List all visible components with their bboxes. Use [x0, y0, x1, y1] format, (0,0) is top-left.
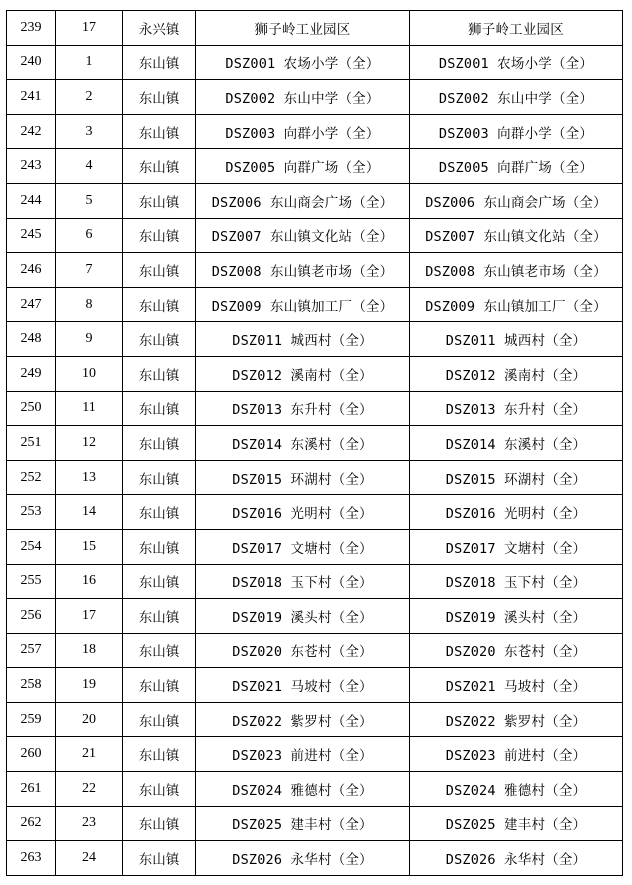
table-row	[7, 218, 623, 253]
cell-town: 东山镇	[123, 114, 196, 149]
cell-seq: 262	[7, 806, 56, 841]
cell-sub-index: 12	[56, 426, 123, 461]
cell-town: 东山镇	[123, 149, 196, 184]
table-row	[7, 11, 623, 46]
cell-area-detail: DSZ011 城西村（全）	[410, 322, 623, 357]
cell-seq: 251	[7, 426, 56, 461]
cell-area-detail: DSZ009 东山镇加工厂（全）	[410, 287, 623, 322]
cell-seq: 255	[7, 564, 56, 599]
cell-area-detail: DSZ023 前进村（全）	[410, 737, 623, 772]
cell-area: DSZ017 文塘村（全）	[196, 529, 410, 564]
cell-area: 狮子岭工业园区	[196, 11, 410, 46]
cell-sub-index: 24	[56, 841, 123, 876]
cell-seq: 257	[7, 633, 56, 668]
cell-area: DSZ008 东山镇老市场（全）	[196, 253, 410, 288]
cell-area: DSZ020 东苍村（全）	[196, 633, 410, 668]
cell-seq: 240	[7, 45, 56, 80]
cell-town: 东山镇	[123, 253, 196, 288]
cell-sub-index: 4	[56, 149, 123, 184]
cell-sub-index: 6	[56, 218, 123, 253]
cell-area: DSZ014 东溪村（全）	[196, 426, 410, 461]
cell-area: DSZ007 东山镇文化站（全）	[196, 218, 410, 253]
cell-seq: 261	[7, 772, 56, 807]
cell-sub-index: 3	[56, 114, 123, 149]
cell-town: 东山镇	[123, 737, 196, 772]
table-row	[7, 702, 623, 737]
cell-seq: 244	[7, 183, 56, 218]
table-row	[7, 391, 623, 426]
table-row	[7, 287, 623, 322]
cell-seq: 246	[7, 253, 56, 288]
cell-seq: 256	[7, 599, 56, 634]
cell-area-detail: DSZ008 东山镇老市场（全）	[410, 253, 623, 288]
cell-area-detail: DSZ021 马坡村（全）	[410, 668, 623, 703]
cell-town: 东山镇	[123, 529, 196, 564]
cell-seq: 243	[7, 149, 56, 184]
cell-seq: 241	[7, 80, 56, 115]
table-row	[7, 460, 623, 495]
cell-town: 东山镇	[123, 495, 196, 530]
cell-town: 东山镇	[123, 841, 196, 876]
table-row	[7, 772, 623, 807]
cell-area-detail: DSZ015 环湖村（全）	[410, 460, 623, 495]
cell-town: 东山镇	[123, 772, 196, 807]
cell-area-detail: DSZ013 东升村（全）	[410, 391, 623, 426]
table-row	[7, 183, 623, 218]
cell-seq: 245	[7, 218, 56, 253]
cell-area-detail: DSZ025 建丰村（全）	[410, 806, 623, 841]
table-row	[7, 529, 623, 564]
cell-sub-index: 2	[56, 80, 123, 115]
cell-seq: 250	[7, 391, 56, 426]
cell-area: DSZ023 前进村（全）	[196, 737, 410, 772]
cell-town: 东山镇	[123, 45, 196, 80]
cell-seq: 248	[7, 322, 56, 357]
cell-sub-index: 18	[56, 633, 123, 668]
table-row	[7, 737, 623, 772]
cell-sub-index: 17	[56, 11, 123, 46]
cell-sub-index: 13	[56, 460, 123, 495]
table-row	[7, 114, 623, 149]
cell-area: DSZ024 雅德村（全）	[196, 772, 410, 807]
cell-sub-index: 1	[56, 45, 123, 80]
cell-town: 东山镇	[123, 806, 196, 841]
cell-area-detail: DSZ006 东山商会广场（全）	[410, 183, 623, 218]
table-row	[7, 495, 623, 530]
cell-sub-index: 15	[56, 529, 123, 564]
cell-town: 东山镇	[123, 356, 196, 391]
cell-sub-index: 17	[56, 599, 123, 634]
cell-area: DSZ021 马坡村（全）	[196, 668, 410, 703]
table-body	[7, 11, 623, 876]
cell-town: 东山镇	[123, 564, 196, 599]
cell-sub-index: 14	[56, 495, 123, 530]
cell-town: 东山镇	[123, 287, 196, 322]
cell-town: 东山镇	[123, 183, 196, 218]
cell-town: 东山镇	[123, 426, 196, 461]
cell-seq: 242	[7, 114, 56, 149]
table-row	[7, 149, 623, 184]
cell-seq: 254	[7, 529, 56, 564]
cell-area: DSZ002 东山中学（全）	[196, 80, 410, 115]
cell-area: DSZ016 光明村（全）	[196, 495, 410, 530]
cell-sub-index: 8	[56, 287, 123, 322]
cell-town: 东山镇	[123, 633, 196, 668]
cell-sub-index: 9	[56, 322, 123, 357]
cell-town: 东山镇	[123, 599, 196, 634]
cell-area-detail: DSZ017 文塘村（全）	[410, 529, 623, 564]
cell-town: 东山镇	[123, 322, 196, 357]
table-row	[7, 45, 623, 80]
cell-area: DSZ015 环湖村（全）	[196, 460, 410, 495]
cell-sub-index: 21	[56, 737, 123, 772]
cell-area: DSZ018 玉下村（全）	[196, 564, 410, 599]
cell-area-detail: DSZ016 光明村（全）	[410, 495, 623, 530]
cell-area-detail: 狮子岭工业园区	[410, 11, 623, 46]
cell-sub-index: 11	[56, 391, 123, 426]
cell-sub-index: 7	[56, 253, 123, 288]
cell-seq: 263	[7, 841, 56, 876]
cell-town: 东山镇	[123, 668, 196, 703]
cell-area-detail: DSZ012 溪南村（全）	[410, 356, 623, 391]
cell-area-detail: DSZ026 永华村（全）	[410, 841, 623, 876]
cell-area-detail: DSZ002 东山中学（全）	[410, 80, 623, 115]
cell-seq: 239	[7, 11, 56, 46]
data-table	[6, 10, 623, 876]
cell-sub-index: 10	[56, 356, 123, 391]
data-table-container	[6, 10, 622, 876]
table-row	[7, 426, 623, 461]
cell-area: DSZ026 永华村（全）	[196, 841, 410, 876]
table-row	[7, 633, 623, 668]
cell-sub-index: 20	[56, 702, 123, 737]
cell-sub-index: 23	[56, 806, 123, 841]
cell-area: DSZ011 城西村（全）	[196, 322, 410, 357]
cell-area-detail: DSZ007 东山镇文化站（全）	[410, 218, 623, 253]
table-row	[7, 841, 623, 876]
cell-sub-index: 19	[56, 668, 123, 703]
cell-seq: 252	[7, 460, 56, 495]
cell-area-detail: DSZ019 溪头村（全）	[410, 599, 623, 634]
cell-town: 东山镇	[123, 702, 196, 737]
cell-area-detail: DSZ024 雅德村（全）	[410, 772, 623, 807]
cell-town: 永兴镇	[123, 11, 196, 46]
cell-seq: 260	[7, 737, 56, 772]
cell-area-detail: DSZ018 玉下村（全）	[410, 564, 623, 599]
cell-area: DSZ009 东山镇加工厂（全）	[196, 287, 410, 322]
table-row	[7, 806, 623, 841]
cell-sub-index: 5	[56, 183, 123, 218]
cell-area: DSZ019 溪头村（全）	[196, 599, 410, 634]
cell-town: 东山镇	[123, 218, 196, 253]
cell-seq: 249	[7, 356, 56, 391]
cell-area: DSZ022 紫罗村（全）	[196, 702, 410, 737]
cell-seq: 258	[7, 668, 56, 703]
cell-seq: 259	[7, 702, 56, 737]
cell-town: 东山镇	[123, 80, 196, 115]
table-row	[7, 599, 623, 634]
cell-area: DSZ003 向群小学（全）	[196, 114, 410, 149]
cell-seq: 247	[7, 287, 56, 322]
table-row	[7, 80, 623, 115]
cell-area: DSZ012 溪南村（全）	[196, 356, 410, 391]
cell-area-detail: DSZ005 向群广场（全）	[410, 149, 623, 184]
cell-area-detail: DSZ001 农场小学（全）	[410, 45, 623, 80]
table-row	[7, 356, 623, 391]
cell-sub-index: 22	[56, 772, 123, 807]
table-row	[7, 253, 623, 288]
cell-area-detail: DSZ014 东溪村（全）	[410, 426, 623, 461]
table-row	[7, 564, 623, 599]
cell-area: DSZ013 东升村（全）	[196, 391, 410, 426]
table-row	[7, 668, 623, 703]
cell-area: DSZ006 东山商会广场（全）	[196, 183, 410, 218]
cell-area-detail: DSZ020 东苍村（全）	[410, 633, 623, 668]
cell-town: 东山镇	[123, 391, 196, 426]
cell-area-detail: DSZ003 向群小学（全）	[410, 114, 623, 149]
cell-town: 东山镇	[123, 460, 196, 495]
cell-area: DSZ005 向群广场（全）	[196, 149, 410, 184]
cell-sub-index: 16	[56, 564, 123, 599]
cell-area: DSZ001 农场小学（全）	[196, 45, 410, 80]
cell-seq: 253	[7, 495, 56, 530]
cell-area: DSZ025 建丰村（全）	[196, 806, 410, 841]
table-row	[7, 322, 623, 357]
cell-area-detail: DSZ022 紫罗村（全）	[410, 702, 623, 737]
